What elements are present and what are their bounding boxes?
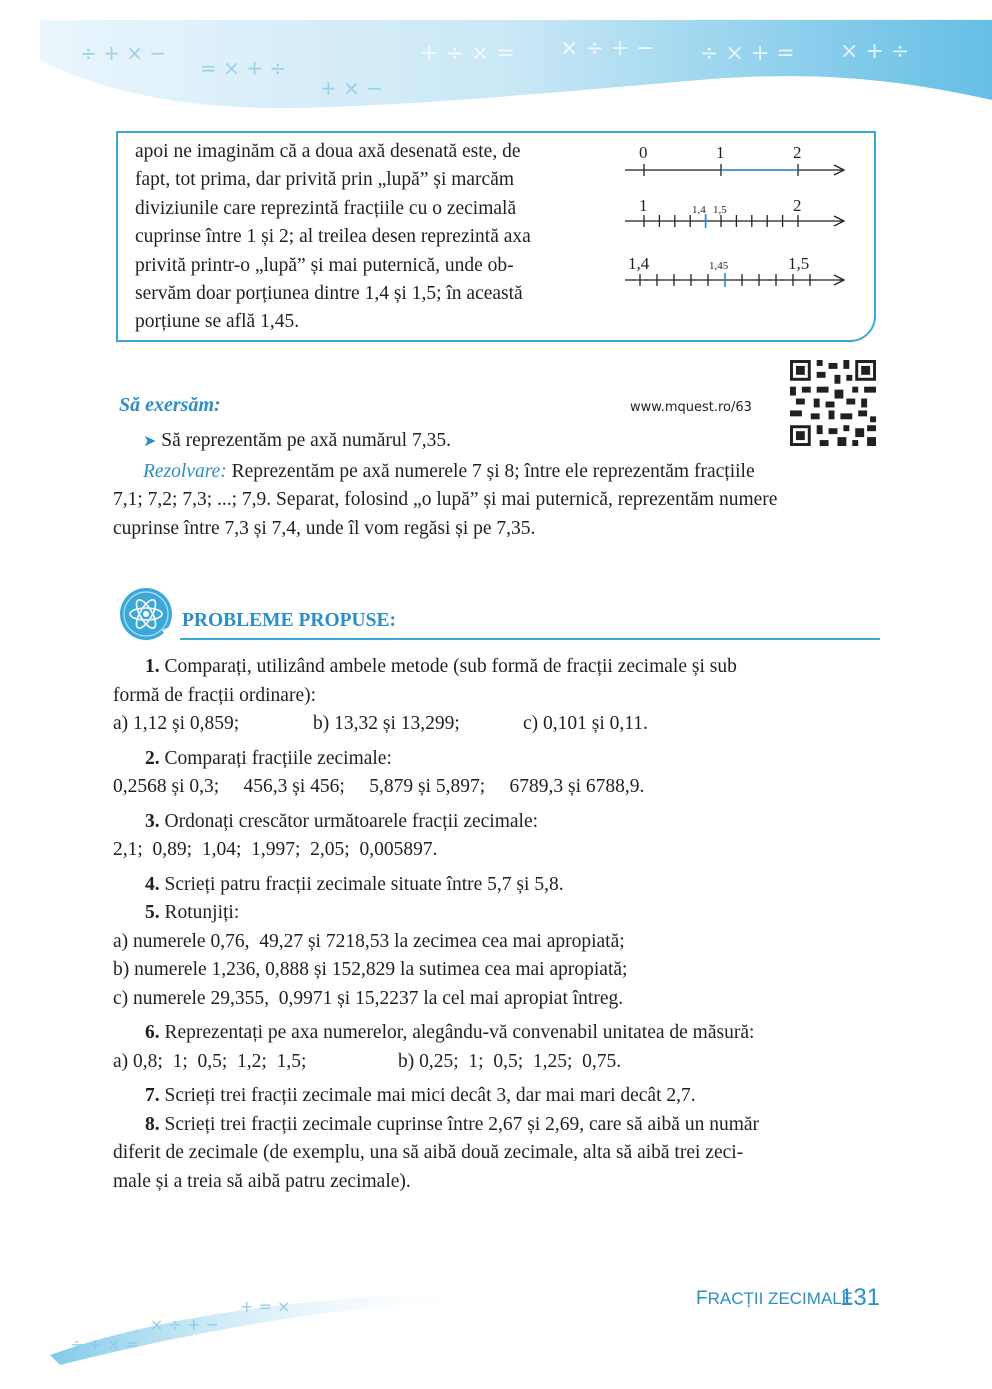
problem-text: Scrieți patru fracții zecimale situate între 5,7 și 5,8. [159,873,564,895]
problem-text: Comparați, utilizând ambele metode (sub formă de fracții zecimale și sub [159,656,737,677]
svg-text:÷ + × −: ÷ + × − [80,41,167,65]
axis-1-label: 1 [716,143,725,162]
axis-2-label: 2 [793,196,802,215]
problems-title: PROBLEME PROPUSE: [182,610,396,631]
problem-4 [113,871,880,900]
problem-text: formă de fracții ordinare): [113,684,317,706]
axis-2-label: 1 [639,196,648,215]
svg-text:+ = ×: + = × [240,1297,291,1316]
problem-text: Ordonați crescător următoarele fracții zecimale: [159,810,539,832]
decorative-header-band [0,0,992,120]
problems-divider [180,638,880,640]
axis-1-label: 2 [793,143,802,162]
chapter-title-initial: F [696,1288,708,1309]
exercise-solution [113,458,879,543]
qr-code-icon[interactable] [790,360,876,446]
problem-text: Comparați fracțiile zecimale: [159,747,392,769]
svg-text:÷ × + =: ÷ × + = [700,41,795,66]
problem-number: 7. [145,1085,160,1106]
explanation-line: diviziunile care reprezintă fracțiile cu o zecimală [135,197,517,219]
problem-number: 1. [145,656,160,677]
svg-text:= × + ÷: = × + ÷ [200,56,287,80]
problem-7 [113,1082,880,1111]
axis-3-label: 1,4 [628,254,650,273]
problem-text: Scrieți trei fracții zecimale mai mici decât 3, dar mai mari decât 2,7. [159,1085,696,1106]
problem-2 [113,745,880,802]
explanation-line: cuprinse între 1 și 2; al treilea desen reprezintă axa [135,226,531,248]
problem-number: 2. [145,747,160,769]
problem-text: diferit de zecimale (de exemplu, una să aibă două zecimale, alta să aibă trei zeci- [113,1142,744,1163]
problem-1 [113,653,880,739]
problem-text: Rotunjiți: [159,902,240,923]
svg-text:× ÷ + −: × ÷ + − [150,1315,219,1334]
problem-option: c) 0,101 și 0,11. [523,713,648,734]
problem-5 [113,899,880,1013]
problem-option: a) numerele 0,76, 49,27 și 7218,53 la zecimea cea mai apropiată; [113,930,625,952]
problem-8 [113,1111,880,1197]
problem-number: 8. [145,1113,160,1135]
problem-option: a) 0,8; 1; 0,5; 1,2; 1,5; [113,1050,307,1072]
exercise-item [143,430,451,452]
number-axes-figure [620,138,850,298]
axis-3-label: 1,5 [788,254,810,273]
problem-text: 2,1; 0,89; 1,04; 1,997; 2,05; 0,005897. [113,839,438,860]
explanation-line: servăm doar porțiunea dintre 1,4 și 1,5; în această [135,283,523,305]
atom-icon [118,586,174,642]
problem-option: b) 13,32 și 13,299; [313,713,460,734]
explanation-line: fapt, tot prima, dar privită prin „lupă” și marcăm [135,169,515,191]
svg-text:× + ÷: × + ÷ [840,39,910,64]
arrow-bullet-icon: ➤ [143,431,157,450]
explanation-line: apoi ne imaginăm că a doua axă desenată este, de [135,141,521,162]
explanation-line: porțiune se află 1,45. [135,311,300,333]
explanation-line: privită printr-o „lupă” și mai puternică, unde ob- [135,254,514,276]
solution-line: 7,1; 7,2; 7,3; ...; 7,9. Separat, folosind „o lupă” și mai puternică, reprezentăm numere [113,489,778,511]
axis-2-label: 1,5 [713,204,727,216]
page-number: 131 [840,1284,881,1311]
problem-text: Scrieți trei fracții zecimale cuprinse între 2,67 și 2,69, care să aibă un număr [159,1113,760,1135]
problem-3 [113,808,880,865]
problem-option: a) 1,12 și 0,859; [113,713,240,734]
problem-option: b) numerele 1,236, 0,888 și 152,829 la sutimea cea mai apropiată; [113,959,628,980]
svg-text:÷ + × =: ÷ + × = [70,1335,139,1354]
chapter-title-rest: RACȚII ZECIMALE [707,1289,854,1308]
problem-6 [113,1019,880,1076]
solution-text: Reprezentăm pe axă numerele 7 și 8; între ele reprezentăm fracțiile [226,461,755,482]
problems-list [113,653,880,1196]
axis-2-label: 1,4 [692,204,706,216]
problem-text: 0,2568 și 0,3; 456,3 și 456; 5,879 și 5,897; 6789,3 și 6788,9. [113,776,645,797]
problem-text: male și a treia să aibă patru zecimale). [113,1170,411,1192]
svg-text:+ ÷ × =: + ÷ × = [420,41,515,66]
exercise-heading: Să exersăm: [119,394,221,416]
explanation-text [135,138,603,337]
exercise-item-text: Să reprezentăm pe axă numărul 7,35. [161,430,451,451]
chapter-title [696,1288,853,1310]
problem-text: Reprezentați pe axa numerelor, alegându-vă convenabil unitatea de măsură: [159,1022,755,1043]
problem-option: c) numerele 29,355, 0,9971 și 15,2237 la cel mai apropiat întreg. [113,987,624,1009]
svg-text:× ÷ + −: × ÷ + − [560,36,655,61]
svg-text:+ × −: + × − [320,76,383,100]
problem-option: b) 0,25; 1; 0,5; 1,25; 0,75. [398,1050,622,1072]
problem-number: 5. [145,902,160,923]
axis-1-label: 0 [639,143,648,162]
problem-number: 6. [145,1022,160,1043]
problem-number: 3. [145,810,160,832]
solution-line: cuprinse între 7,3 și 7,4, unde îl vom regăsi și pe 7,35. [113,517,536,539]
solution-label: Rezolvare: [143,461,227,482]
problem-number: 4. [145,873,160,895]
axis-3-label: 1,45 [709,260,729,272]
decorative-footer-band [40,1270,480,1370]
qr-url[interactable]: www.mquest.ro/63 [630,400,752,415]
